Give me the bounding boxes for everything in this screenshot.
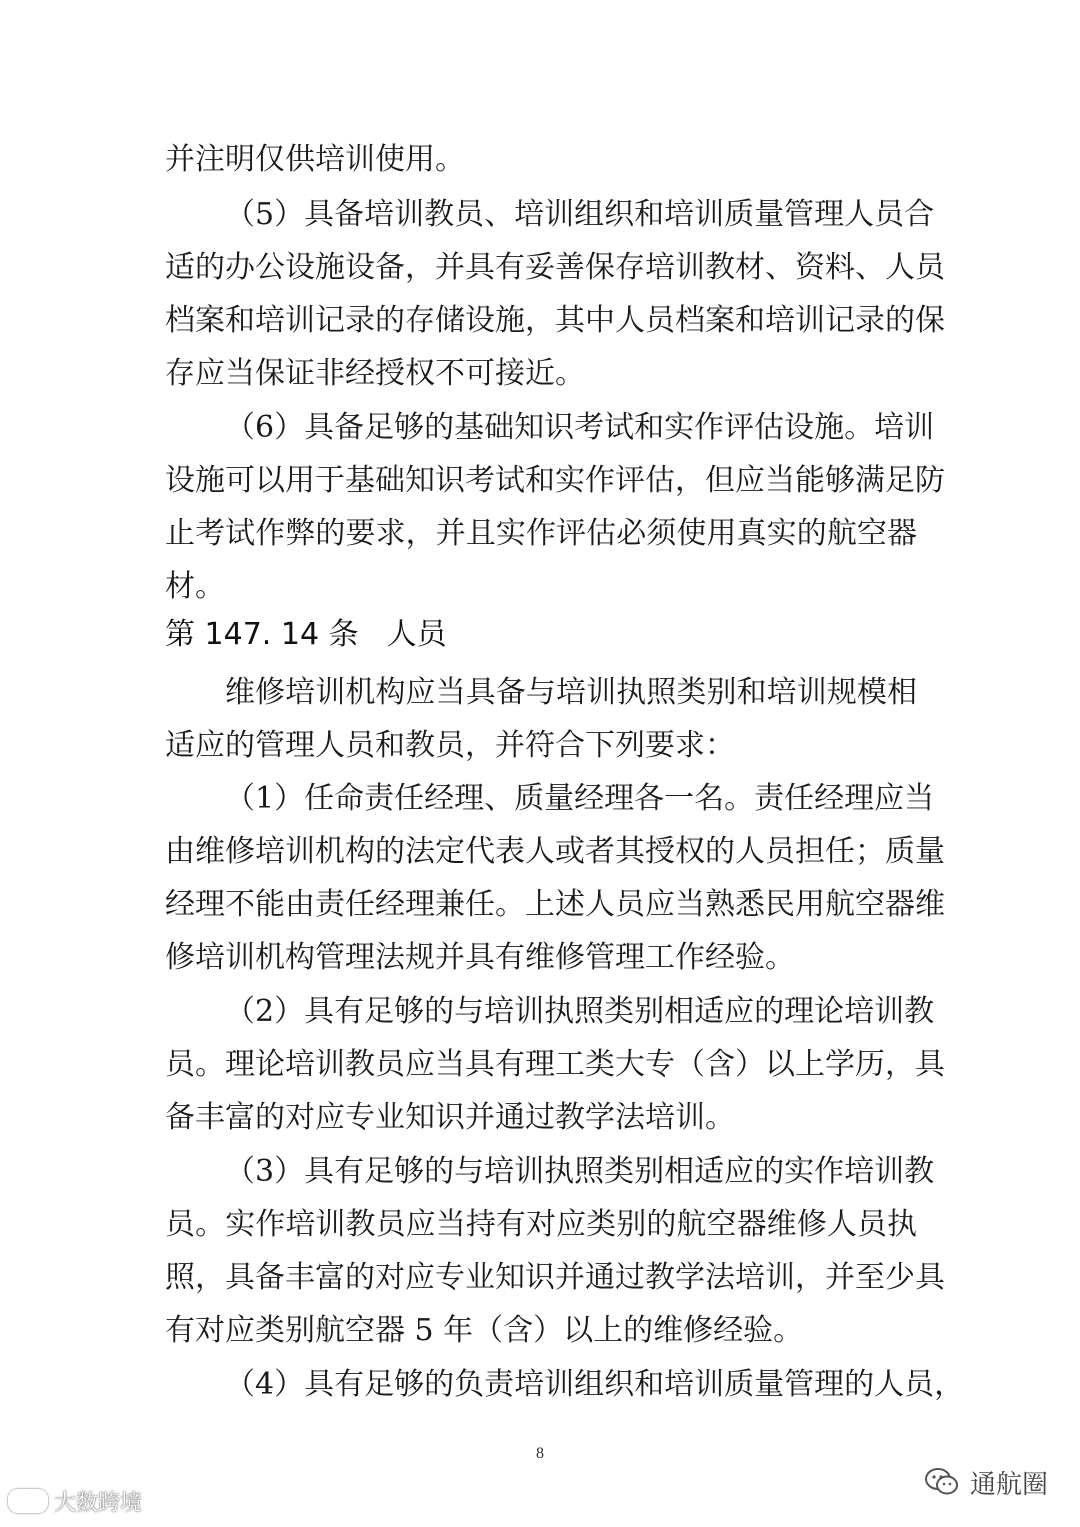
- text-line: 经理不能由责任经理兼任。上述人员应当熟悉民用航空器维: [165, 887, 945, 922]
- text-line: 照，具备丰富的对应专业知识并通过教学法培训，并至少具: [165, 1260, 945, 1295]
- text-line: （1）任命责任经理、质量经理各一名。责任经理应当: [225, 781, 935, 816]
- section-heading: [165, 617, 447, 653]
- watermark-left: [8, 1486, 142, 1516]
- text-line: （2）具有足够的与培训执照类别相适应的理论培训教: [225, 994, 935, 1029]
- text-line: 档案和培训记录的存储设施，其中人员档案和培训记录的保: [165, 303, 945, 338]
- section-number: 第 147. 14 条: [165, 617, 359, 652]
- text-line: 设施可以用于基础知识考试和实作评估，但应当能够满足防: [165, 463, 945, 498]
- text-line: 并注明仅供培训使用。: [165, 142, 465, 177]
- watermark-right-text: 通航圈: [969, 1469, 1048, 1500]
- page-number: 8: [536, 1445, 544, 1462]
- brand-logo-icon: [8, 1489, 48, 1513]
- text-line: 修培训机构管理法规并具有维修管理工作经验。: [165, 940, 795, 975]
- watermark-left-text: 大数跨境: [54, 1490, 143, 1516]
- text-line: 适的办公设施设备，并具有妥善保存培训教材、资料、人员: [165, 250, 945, 285]
- text-line: （5）具备培训教员、培训组织和培训质量管理人员合: [225, 197, 935, 232]
- text-line: 员。理论培训教员应当具有理工类大专（含）以上学历，具: [165, 1047, 945, 1082]
- text-line: 员。实作培训教员应当持有对应类别的航空器维修人员执: [165, 1207, 917, 1242]
- text-line: 有对应类别航空器 5 年（含）以上的维修经验。: [165, 1313, 804, 1348]
- section-title: 人员: [386, 617, 447, 652]
- text-line: 存应当保证非经授权不可接近。: [165, 356, 585, 391]
- text-line: 适应的管理人员和教员，并符合下列要求：: [165, 728, 735, 763]
- text-line: （4）具有足够的负责培训组织和培训质量管理的人员，: [225, 1367, 965, 1402]
- text-line: 备丰富的对应专业知识并通过教学法培训。: [165, 1100, 735, 1135]
- text-line: 由维修培训机构的法定代表人或者其授权的人员担任；质量: [165, 834, 945, 869]
- watermark-right: [924, 1464, 1048, 1500]
- text-line: （6）具备足够的基础知识考试和实作评估设施。培训: [225, 410, 935, 445]
- text-line: 维修培训机构应当具备与培训执照类别和培训规模相: [225, 675, 917, 710]
- wechat-icon: [924, 1467, 960, 1497]
- text-line: 材。: [165, 569, 225, 604]
- text-line: （3）具有足够的与培训执照类别相适应的实作培训教: [225, 1154, 935, 1189]
- text-line: 止考试作弊的要求，并且实作评估必须使用真实的航空器: [165, 516, 917, 551]
